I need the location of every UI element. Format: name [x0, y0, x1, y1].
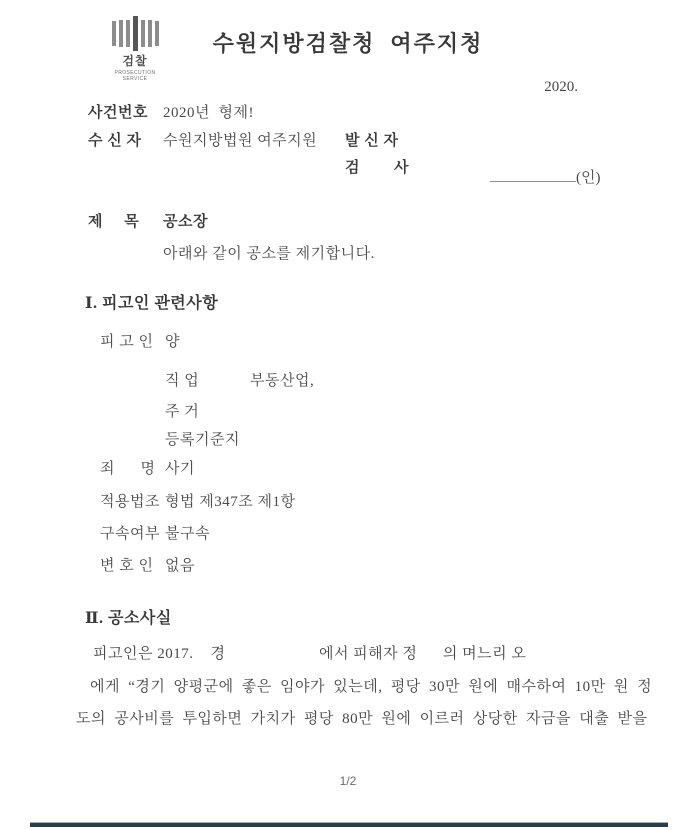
document-title: 수원지방검찰청 여주지청 [212, 31, 484, 56]
section2-heading: Ⅱ. 공소사실 [85, 610, 172, 627]
subject-label: 제 목 [88, 214, 140, 230]
statute-label: 적용법조 [100, 494, 160, 510]
recipient-label: 수 신 자 [88, 133, 142, 149]
custody-label: 구속여부 [100, 526, 160, 542]
case-number-value: 2020년 형제! [163, 105, 254, 121]
signature-line [490, 168, 576, 182]
section1-heading: Ⅰ. 피고인 관련사항 [85, 295, 219, 312]
recipient-value: 수원지방법원 여주지원 [163, 133, 318, 149]
statute-value: 형법 제347조 제1항 [165, 494, 296, 510]
sender-label: 발 신 자 [345, 133, 399, 149]
subject-intro: 아래와 같이 공소를 제기합니다. [163, 246, 375, 262]
offense-value: 사기 [165, 461, 195, 477]
page-number: 1/2 [339, 774, 357, 788]
residence-label: 주 거 [165, 404, 200, 420]
case-number-label: 사건번호 [88, 105, 148, 121]
bottom-edge-bar [30, 822, 668, 827]
seal-label: (인) [576, 170, 601, 186]
facts-line-2: 에게 “경기 양평군에 좋은 임야가 있는데, 평당 30만 원에 매수하여 10만 원 정 [90, 679, 653, 695]
logo-text: 검찰 [122, 54, 148, 68]
job-label: 직 업 [165, 373, 200, 389]
facts-line-1: 피고인은 2017. 경 에서 피해자 정 의 며느리 오 [93, 646, 527, 662]
defendant-value: 양 [165, 334, 180, 350]
facts-line-3: 도의 공사비를 투입하면 가치가 평당 80만 원에 이르러 상당한 자금을 대출 받을 [76, 711, 648, 727]
counsel-value: 없음 [165, 558, 195, 574]
document-date: 2020. [544, 79, 578, 95]
counsel-label: 변 호 인 [100, 558, 154, 574]
logo-subtext: PROSECUTION SERVICE [114, 70, 156, 82]
registry-label: 등록기준지 [165, 432, 240, 448]
prosecutor-label: 검 사 [345, 160, 409, 176]
defendant-label: 피 고 인 [100, 334, 154, 350]
custody-value: 불구속 [165, 526, 210, 542]
signature-area [490, 166, 610, 187]
job-value: 부동산업, [250, 373, 315, 389]
offense-label: 죄 명 [100, 461, 156, 477]
subject-value: 공소장 [163, 214, 208, 230]
